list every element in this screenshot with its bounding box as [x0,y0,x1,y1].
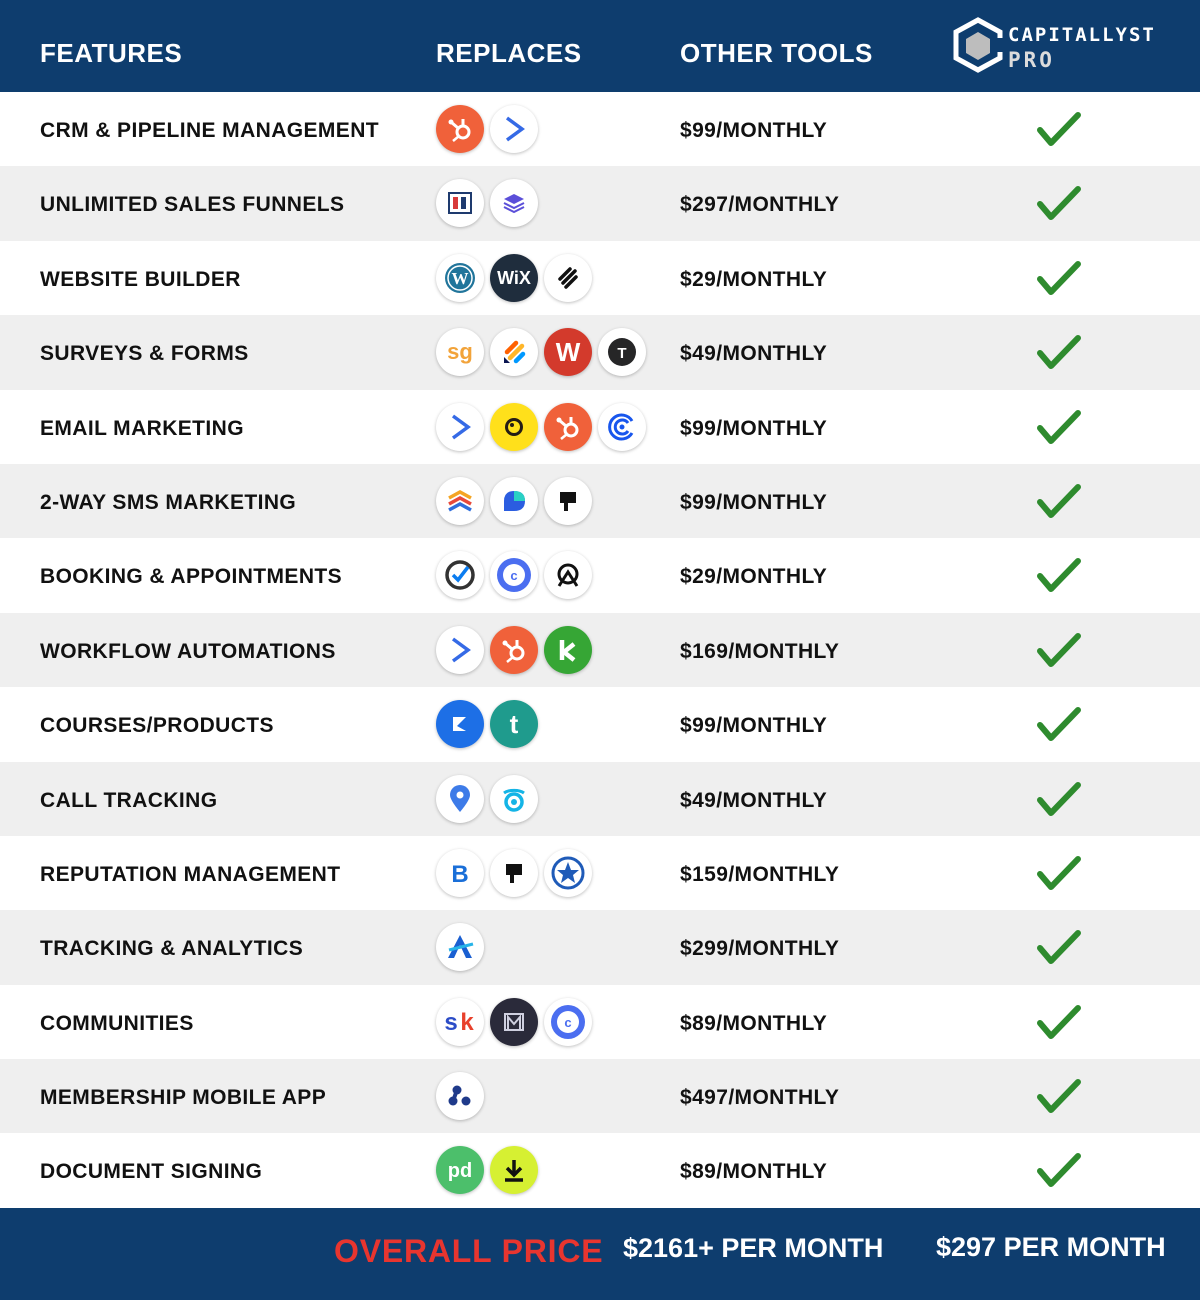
feature-name: COMMUNITIES [40,1011,194,1035]
squarespace-icon [544,254,592,302]
table-row [0,1133,1200,1207]
capitallyst-total: $297 PER MONTH [936,1232,1166,1262]
feature-name: TRACKING & ANALYTICS [40,937,304,961]
feature-name: CALL TRACKING [40,788,218,812]
feature-name: DOCUMENT SIGNING [40,1160,263,1184]
table-row [0,390,1200,464]
wordpress-icon [436,254,484,302]
feature-name: WORKFLOW AUTOMATIONS [40,639,336,663]
feature-name: MEMBERSHIP MOBILE APP [40,1086,327,1110]
comparison-table [0,92,1200,1208]
checkmark-icon [1036,928,1082,973]
other-tools-price: $89/MONTHLY [680,1011,828,1035]
other-tools-total: $2161+ PER MONTH [623,1233,884,1263]
hexagon-logo-icon [950,16,1006,76]
feature-name: UNLIMITED SALES FUNNELS [40,193,345,217]
c-circle-icon [490,551,538,599]
wix-icon [490,254,538,302]
replaced-tools [436,1146,544,1196]
other-tools-price: $89/MONTHLY [680,1160,828,1184]
other-tools-price: $49/MONTHLY [680,342,828,366]
table-row [0,166,1200,240]
svg-text:k: k [460,1008,474,1036]
callrail-icon [490,775,538,823]
hubspot-icon [436,105,484,153]
hubspot-icon [544,403,592,451]
checkmark-icon [1036,110,1082,155]
other-tools-price: $497/MONTHLY [680,1086,840,1110]
checkmark-icon [1036,184,1082,229]
svg-text:WiX: WiX [497,267,531,288]
replaced-tools [436,849,598,899]
table-row [0,836,1200,910]
podium-icon [490,849,538,897]
svg-text:pd: pd [447,1160,473,1183]
table-header [0,0,1200,92]
replaced-tools [436,1072,490,1122]
activecampaign-icon [436,403,484,451]
table-row [0,613,1200,687]
table-row [0,910,1200,984]
pandadoc-icon [436,1146,484,1194]
surveygizmo-icon [436,328,484,376]
overall-price-label: OVERALL PRICE [334,1233,604,1269]
calendly-check-icon [436,551,484,599]
other-tools-price: $99/MONTHLY [680,416,828,440]
replaced-tools [436,551,598,601]
table-row [0,92,1200,166]
other-tools-price: $29/MONTHLY [680,565,828,589]
feature-name: SURVEYS & FORMS [40,342,249,366]
replaced-tools [436,179,544,229]
location-pin-icon [436,775,484,823]
wufoo-icon [544,328,592,376]
other-tools-price: $299/MONTHLY [680,937,840,961]
capitallyst-pro-logo [950,16,1180,78]
other-tools-column-header: OTHER TOOLS [680,38,873,68]
analytics-a-icon [436,923,484,971]
brand-name: CAPITALLYST [1008,24,1156,46]
constant-contact-icon [598,403,646,451]
other-tools-price: $297/MONTHLY [680,193,840,217]
replaced-tools [436,923,490,973]
feature-name: BOOKING & APPOINTMENTS [40,565,343,589]
other-tools-price: $169/MONTHLY [680,639,840,663]
mailchimp-icon [490,403,538,451]
other-tools-price: $29/MONTHLY [680,267,828,291]
replaced-tools [436,254,598,304]
checkmark-icon [1036,854,1082,899]
svg-text:sg: sg [447,339,473,365]
replaced-tools [436,105,544,155]
kajabi-icon [436,700,484,748]
table-row [0,464,1200,538]
table-row [0,315,1200,389]
checkmark-icon [1036,408,1082,453]
svg-text:W: W [451,268,469,288]
svg-text:c: c [564,1014,572,1030]
chat-bubble-icon [490,477,538,525]
stack-icon [436,477,484,525]
checkmark-icon [1036,259,1082,304]
clickfunnels-icon [436,179,484,227]
svg-text:W: W [555,337,581,368]
price-summary-bar [0,1208,1200,1300]
feature-name: EMAIL MARKETING [40,416,244,440]
replaced-tools [436,626,598,676]
replaced-tools [436,477,598,527]
replaced-tools [436,403,652,453]
jotform-icon [490,328,538,376]
podium-icon [544,477,592,525]
checkmark-icon [1036,705,1082,750]
acuity-icon [544,551,592,599]
feature-name: 2-WAY SMS MARKETING [40,490,297,514]
replaces-column-header: REPLACES [436,38,582,68]
checkmark-icon [1036,556,1082,601]
other-tools-price: $99/MONTHLY [680,490,828,514]
checkmark-icon [1036,1077,1082,1122]
typeform-icon [598,328,646,376]
checkmark-icon [1036,482,1082,527]
other-tools-price: $99/MONTHLY [680,714,828,738]
replaced-tools [436,700,544,750]
replaced-tools [436,328,652,378]
checkmark-icon [1036,780,1082,825]
svg-text:T: T [617,345,627,363]
c-circle-icon [544,998,592,1046]
hubspot-icon [490,626,538,674]
svg-text:B: B [451,860,469,888]
checkmark-icon [1036,333,1082,378]
mighty-networks-icon [490,998,538,1046]
feature-name: REPUTATION MANAGEMENT [40,862,341,886]
checkmark-icon [1036,631,1082,676]
feature-name: WEBSITE BUILDER [40,267,241,291]
skool-icon [436,998,484,1046]
kartra-icon [490,179,538,227]
teachable-icon [490,700,538,748]
table-row [0,1059,1200,1133]
replaced-tools [436,775,544,825]
svg-text:s: s [444,1008,458,1036]
checkmark-icon [1036,1151,1082,1196]
table-row [0,538,1200,612]
keap-icon [544,626,592,674]
brand-tier: PRO [1008,48,1055,72]
features-column-header: FEATURES [40,38,183,68]
table-row [0,762,1200,836]
download-icon [490,1146,538,1194]
activecampaign-icon [490,105,538,153]
svg-text:t: t [509,709,519,740]
table-row [0,687,1200,761]
feature-name: COURSES/PRODUCTS [40,714,274,738]
star-badge-icon [544,849,592,897]
replaced-tools [436,998,598,1048]
checkmark-icon [1036,1003,1082,1048]
other-tools-price: $159/MONTHLY [680,862,840,886]
feature-name: CRM & PIPELINE MANAGEMENT [40,119,380,142]
other-tools-price: $99/MONTHLY [680,119,828,142]
activecampaign-icon [436,626,484,674]
table-row [0,985,1200,1059]
birdeye-icon [436,849,484,897]
svg-text:c: c [510,568,518,584]
other-tools-price: $49/MONTHLY [680,788,828,812]
table-row [0,241,1200,315]
dots-app-icon [436,1072,484,1120]
